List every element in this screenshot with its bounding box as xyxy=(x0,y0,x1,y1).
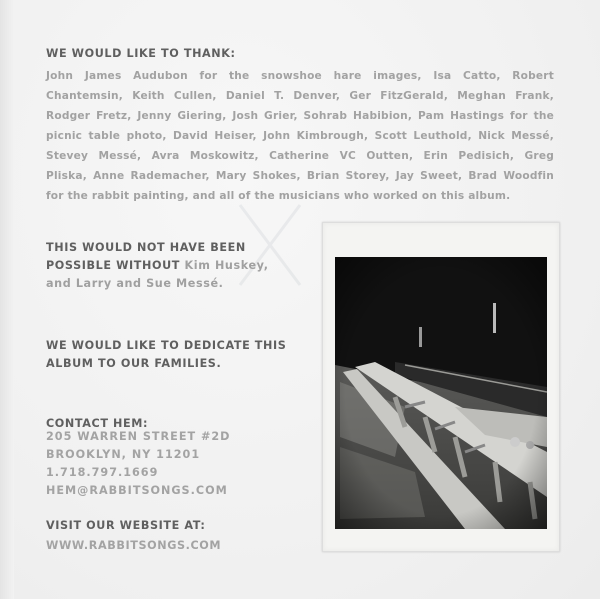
thanks-line: Pliska, Anne Rademacher, Mary Shokes, Brian Storey, Jay Sweet, Brad Woodfin xyxy=(46,170,554,182)
thanks-line: picnic table photo, David Heiser, John Kimbrough, Scott Leuthold, Nick Messé, xyxy=(46,130,554,142)
thanks-line: for the rabbit painting, and all of the musicians who worked on this album. xyxy=(46,190,511,202)
dedication-line2: ALBUM TO OUR FAMILIES. xyxy=(46,357,222,370)
contact-email[interactable]: HEM@RABBITSONGS.COM xyxy=(46,484,228,497)
thanks-line: Rodger Fretz, Jenny Giering, Josh Grier, Sohrab Habibion, Pam Hastings for the xyxy=(46,110,554,122)
contact-address: 205 WARREN STREET #2D xyxy=(46,430,231,443)
thanks-heading: WE WOULD LIKE TO THANK: xyxy=(46,47,236,60)
contact-heading: CONTACT HEM: xyxy=(46,417,149,430)
thanks-line: Chantemsin, Keith Cullen, Daniel T. Denver, Ger FitzGerald, Meghan Frank, xyxy=(46,90,554,102)
thanks-paragraph xyxy=(46,66,554,206)
contact-city: BROOKLYN, NY 11201 xyxy=(46,448,201,461)
thanks-line: Stevey Messé, Avra Moskowitz, Catherine VC Outten, Erin Pedisich, Greg xyxy=(46,150,554,162)
dedication-line1: WE WOULD LIKE TO DEDICATE THIS xyxy=(46,339,287,352)
possible-heading-line1: THIS WOULD NOT HAVE BEEN xyxy=(46,241,246,254)
page-edge xyxy=(0,0,14,599)
website-url[interactable]: WWW.RABBITSONGS.COM xyxy=(46,539,222,552)
website-heading: VISIT OUR WEBSITE AT: xyxy=(46,519,206,532)
possible-heading-line2 xyxy=(46,256,269,276)
possible-names-line2: and Larry and Sue Messé. xyxy=(46,277,224,290)
picnic-table-illustration xyxy=(335,257,547,529)
contact-details xyxy=(46,428,230,500)
possible-heading-text: POSSIBLE WITHOUT xyxy=(46,259,181,272)
picnic-table-photo xyxy=(335,257,547,529)
possible-names: Kim Huskey, xyxy=(184,259,269,272)
thanks-line: John James Audubon for the snowshoe hare images, Isa Catto, Robert xyxy=(46,70,554,82)
photo-card xyxy=(322,222,560,552)
contact-phone: 1.718.797.1669 xyxy=(46,466,159,479)
